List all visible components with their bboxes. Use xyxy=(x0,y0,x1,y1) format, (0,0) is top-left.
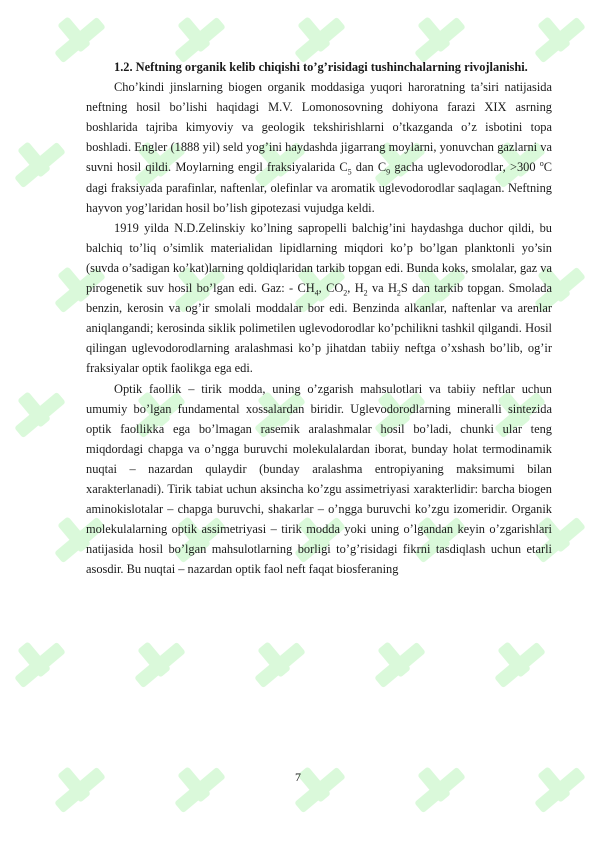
subscript: 9 xyxy=(386,167,391,177)
subscript: 5 xyxy=(347,167,352,177)
subscript: 2 xyxy=(343,288,348,298)
subscript: 4 xyxy=(314,288,319,298)
watermark-mark xyxy=(482,627,548,691)
text-run: Cho’kindi jinslarning biogen organik moddasiga yuqori haroratning ta’siri natijasida neftning hosil bo’lishi haqidagi M.V. Lomonosovning dohiyona farazi XIX asrning boshlarida tajriba kimyoviy va geologik tekshirishlarni o’tkazganda o’z isbotini topa boshladi. Engler (1888 yil) seld yog’ini haydashda jigarrang moylarni, yonuvchan gazlarni va suvni hosil qildi. Moylarning engil fraksiyalarida C xyxy=(86,80,552,175)
subscript: 2 xyxy=(363,288,368,298)
page-body xyxy=(86,57,552,579)
text-run: , CO xyxy=(318,281,344,296)
watermark-mark xyxy=(122,627,188,691)
watermark-mark xyxy=(362,627,428,691)
section-heading: 1.2. Neftning organik kelib chiqishi to’g’risidagi tushinchalarning rivojlanishi. xyxy=(114,60,528,74)
paragraph-1 xyxy=(86,77,552,218)
text-run: C dagi fraksiyada parafinlar, naftenlar, olefinlar va aromatik uglevodorodlar saqlagan. Neftning hayvon yog’laridan hosil bo’lish gipotezasi vujudga keldi. xyxy=(86,160,552,215)
watermark-mark xyxy=(2,127,68,191)
page-number: 7 xyxy=(295,770,301,784)
text-run: S dan tarkib topgan. Smolada benzin, kerosin va og’ir smolali moddalar bor edi. Benzinda alkanlar, naftenlar va arenlar aniqlangandi; kerosinda siklik polimetilen uglevodorodlar ko’pchilikni tashkil qilgandi. Hosil qilingan uglevodorodlarning aralashmasi ko’p jihatdan tabiiy neftga o’xshash bo’lib, og’ir fraksiyalar optik faolikga ega edi. xyxy=(86,281,552,376)
paragraph-3 xyxy=(86,379,552,580)
text-run: Optik faollik – tirik modda, uning o’zgarish mahsulotlari va tabiiy neftlar uchun umumiy bo’lgan fundamental xossalardan biridir. Uglevodorodlarning mineralli sintezida optik faollikka ega bo’lmagan rasemik aralashmalar hosil bo’ladi, chunki ular teng miqdordagi chapga va o’ngga buruvchi molekulalardan iborat, bunday holat termodinamik nuqtai – nazardan qulaydir (bunday aralashma entropiyaning maksimumi bilan xarakterlanadi). Tirik tabiat uchun aksincha ko’zgu assimetriyasi xarakterlidir: barcha biogen aminokislotalar – chapga buruvchi, shakarlar – o’ngga buruvchi ko’zgu izomeridir. Organik molekulalarning optik assimetriyasi – tirik modda yoki uning o’lgandan keyin o’zgarishlari natijasida hosil bo’lgan mahsulotlarning borligi to’g’risidagi fikrni tasdiqlash uchun etarli asosdir. Bu nuqtai – nazardan optik faol neft faqat biosferaning xyxy=(86,381,552,577)
watermark-mark xyxy=(2,377,68,441)
superscript: o xyxy=(539,159,544,169)
watermark-mark xyxy=(2,627,68,691)
text-run: , H xyxy=(347,281,364,296)
text-run: dan C xyxy=(351,160,387,175)
text-run: gacha uglevodorodlar, >300 xyxy=(390,160,540,175)
subscript: 2 xyxy=(396,288,401,298)
paragraph-2 xyxy=(86,218,552,379)
text-run: 1919 yilda N.D.Zelinskiy ko’lning sapropelli balchig’ini haydashga duchor qildi, bu balchiq to’liq o’simlik materialidan lipidlarning miqdori ko’p bo’lgan planktonli yo’sin (suvda o’sadigan ko’kat)larning qoldiqlaridan tarkib topgan edi. Bunda koks, smolalar, gaz va pirogenetik suv hosil bo’lgan edi. Gaz: - CH xyxy=(86,220,552,296)
watermark-mark xyxy=(242,627,308,691)
text-run: va H xyxy=(367,281,397,296)
